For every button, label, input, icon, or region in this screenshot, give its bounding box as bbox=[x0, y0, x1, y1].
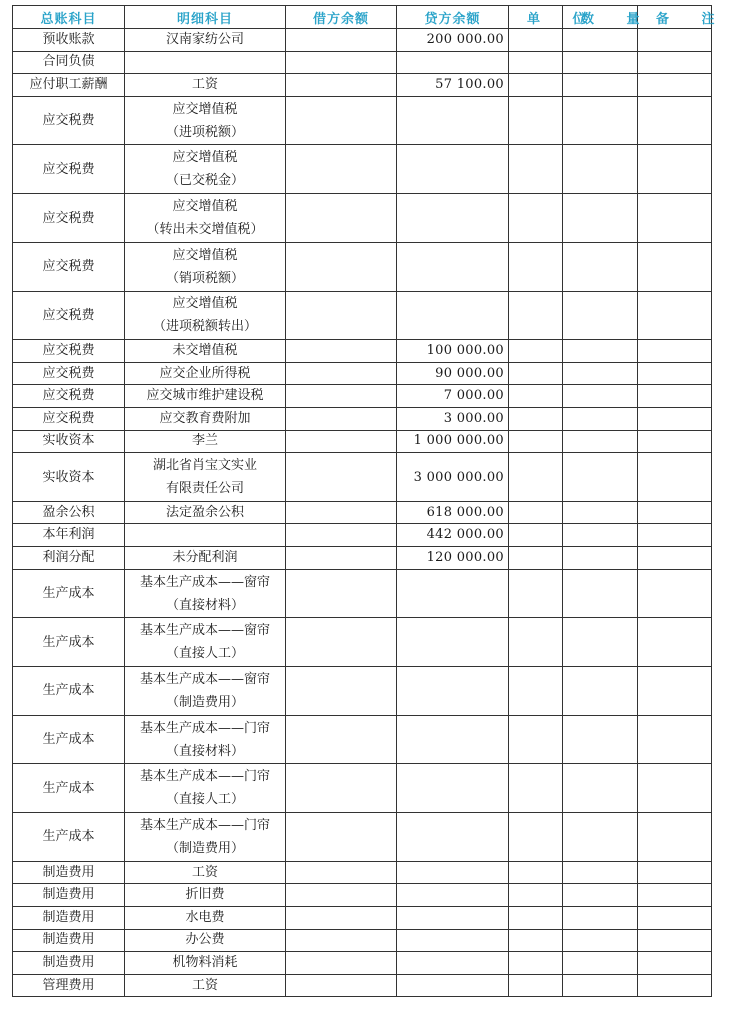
detail-line: 水电费 bbox=[185, 909, 225, 925]
credit-cell bbox=[397, 906, 509, 929]
credit-cell: 618 000.00 bbox=[397, 501, 509, 524]
account-cell: 实收资本 bbox=[13, 453, 125, 502]
unit-cell bbox=[509, 74, 563, 97]
remark-cell bbox=[638, 29, 712, 52]
account-cell: 生产成本 bbox=[13, 569, 125, 618]
detail-line: 办公费 bbox=[185, 932, 225, 948]
detail-line: 基本生产成本——窗帘 bbox=[139, 623, 270, 639]
debit-cell bbox=[286, 408, 397, 431]
table-row bbox=[13, 813, 712, 862]
unit-cell bbox=[509, 194, 563, 243]
debit-cell bbox=[286, 29, 397, 52]
detail-cell bbox=[125, 145, 286, 194]
detail-line: 李兰 bbox=[191, 433, 218, 449]
credit-cell bbox=[397, 667, 509, 716]
table-row bbox=[13, 145, 712, 194]
table-row bbox=[13, 385, 712, 408]
remark-cell bbox=[638, 430, 712, 453]
credit-cell: 100 000.00 bbox=[397, 340, 509, 363]
debit-cell bbox=[286, 145, 397, 194]
remark-cell bbox=[638, 194, 712, 243]
quantity-cell bbox=[563, 715, 638, 764]
account-cell: 应交税费 bbox=[13, 408, 125, 431]
unit-cell bbox=[509, 884, 563, 907]
detail-cell bbox=[125, 547, 286, 570]
remark-cell bbox=[638, 291, 712, 340]
remark-cell bbox=[638, 340, 712, 363]
unit-cell bbox=[509, 362, 563, 385]
detail-cell bbox=[125, 569, 286, 618]
quantity-cell bbox=[563, 524, 638, 547]
remark-cell bbox=[638, 74, 712, 97]
debit-cell bbox=[286, 884, 397, 907]
detail-cell bbox=[125, 74, 286, 97]
quantity-cell bbox=[563, 194, 638, 243]
remark-cell bbox=[638, 906, 712, 929]
detail-cell bbox=[125, 618, 286, 667]
account-cell: 生产成本 bbox=[13, 667, 125, 716]
unit-cell bbox=[509, 813, 563, 862]
quantity-cell bbox=[563, 929, 638, 952]
table-row bbox=[13, 408, 712, 431]
remark-cell bbox=[638, 96, 712, 145]
remark-cell bbox=[638, 974, 712, 997]
credit-cell: 7 000.00 bbox=[397, 385, 509, 408]
detail-line: 法定盈余公积 bbox=[165, 504, 244, 520]
quantity-cell bbox=[563, 813, 638, 862]
detail-line: 未分配利润 bbox=[172, 549, 238, 565]
detail-cell bbox=[125, 51, 286, 74]
unit-cell bbox=[509, 906, 563, 929]
quantity-cell bbox=[563, 618, 638, 667]
detail-line: 基本生产成本——窗帘 bbox=[139, 671, 270, 687]
debit-cell bbox=[286, 667, 397, 716]
account-cell: 本年利润 bbox=[13, 524, 125, 547]
account-cell: 生产成本 bbox=[13, 618, 125, 667]
quantity-cell bbox=[563, 501, 638, 524]
remark-cell bbox=[638, 408, 712, 431]
credit-cell bbox=[397, 861, 509, 884]
detail-cell bbox=[125, 453, 286, 502]
credit-cell bbox=[397, 974, 509, 997]
detail-line: 工资 bbox=[191, 864, 218, 880]
detail-line: 有限责任公司 bbox=[165, 481, 244, 497]
account-cell: 盈余公积 bbox=[13, 501, 125, 524]
detail-cell bbox=[125, 340, 286, 363]
unit-cell bbox=[509, 29, 563, 52]
detail-cell bbox=[125, 362, 286, 385]
quantity-cell bbox=[563, 96, 638, 145]
detail-line: 机物料消耗 bbox=[172, 954, 238, 970]
detail-line: 应交教育费附加 bbox=[159, 410, 251, 426]
credit-cell bbox=[397, 194, 509, 243]
detail-cell bbox=[125, 884, 286, 907]
table-row bbox=[13, 524, 712, 547]
unit-cell bbox=[509, 569, 563, 618]
debit-cell bbox=[286, 547, 397, 570]
table-row bbox=[13, 884, 712, 907]
quantity-cell bbox=[563, 242, 638, 291]
credit-cell bbox=[397, 291, 509, 340]
detail-cell bbox=[125, 501, 286, 524]
debit-cell bbox=[286, 569, 397, 618]
header-debit: 借方余额 bbox=[286, 6, 397, 29]
detail-cell bbox=[125, 861, 286, 884]
quantity-cell bbox=[563, 291, 638, 340]
detail-line: 折旧费 bbox=[185, 887, 225, 903]
detail-line: （直接人工） bbox=[165, 792, 244, 808]
detail-line: （进项税额转出） bbox=[152, 319, 257, 335]
unit-cell bbox=[509, 51, 563, 74]
credit-cell bbox=[397, 929, 509, 952]
unit-cell bbox=[509, 618, 563, 667]
quantity-cell bbox=[563, 430, 638, 453]
credit-cell bbox=[397, 96, 509, 145]
remark-cell bbox=[638, 501, 712, 524]
remark-cell bbox=[638, 524, 712, 547]
unit-cell bbox=[509, 501, 563, 524]
detail-cell bbox=[125, 408, 286, 431]
debit-cell bbox=[286, 906, 397, 929]
table-row bbox=[13, 861, 712, 884]
credit-cell bbox=[397, 145, 509, 194]
unit-cell bbox=[509, 145, 563, 194]
table-row bbox=[13, 362, 712, 385]
quantity-cell bbox=[563, 547, 638, 570]
debit-cell bbox=[286, 715, 397, 764]
credit-cell bbox=[397, 952, 509, 975]
unit-cell bbox=[509, 764, 563, 813]
table-header bbox=[13, 6, 729, 29]
account-cell: 生产成本 bbox=[13, 813, 125, 862]
quantity-cell bbox=[563, 952, 638, 975]
detail-line: 应交增值税 bbox=[172, 150, 238, 166]
unit-cell bbox=[509, 524, 563, 547]
credit-cell: 57 100.00 bbox=[397, 74, 509, 97]
remark-cell bbox=[638, 569, 712, 618]
table-row bbox=[13, 501, 712, 524]
table-row bbox=[13, 96, 712, 145]
unit-cell bbox=[509, 430, 563, 453]
quantity-cell bbox=[563, 340, 638, 363]
detail-line: 湖北省肖宝文实业 bbox=[152, 458, 257, 474]
credit-cell bbox=[397, 242, 509, 291]
credit-cell bbox=[397, 569, 509, 618]
remark-cell bbox=[638, 362, 712, 385]
unit-cell bbox=[509, 340, 563, 363]
detail-cell bbox=[125, 430, 286, 453]
quantity-cell bbox=[563, 362, 638, 385]
detail-line: 基本生产成本——窗帘 bbox=[139, 574, 270, 590]
table-row bbox=[13, 929, 712, 952]
debit-cell bbox=[286, 96, 397, 145]
quantity-cell bbox=[563, 29, 638, 52]
detail-line: 应交企业所得税 bbox=[159, 365, 251, 381]
detail-line: （制造费用） bbox=[165, 694, 244, 710]
table-row bbox=[13, 340, 712, 363]
table-row bbox=[13, 291, 712, 340]
unit-cell bbox=[509, 408, 563, 431]
detail-line: （进项税额） bbox=[165, 124, 244, 140]
table-row bbox=[13, 74, 712, 97]
account-cell: 制造费用 bbox=[13, 861, 125, 884]
unit-cell bbox=[509, 291, 563, 340]
account-cell: 制造费用 bbox=[13, 884, 125, 907]
table-row bbox=[13, 547, 712, 570]
debit-cell bbox=[286, 385, 397, 408]
table-row bbox=[13, 29, 712, 52]
quantity-cell bbox=[563, 764, 638, 813]
unit-cell bbox=[509, 974, 563, 997]
table-row bbox=[13, 430, 712, 453]
credit-cell: 120 000.00 bbox=[397, 547, 509, 570]
account-cell: 应交税费 bbox=[13, 385, 125, 408]
credit-cell: 90 000.00 bbox=[397, 362, 509, 385]
account-cell: 应交税费 bbox=[13, 145, 125, 194]
credit-cell: 200 000.00 bbox=[397, 29, 509, 52]
account-cell: 制造费用 bbox=[13, 906, 125, 929]
quantity-cell bbox=[563, 861, 638, 884]
quantity-cell bbox=[563, 906, 638, 929]
account-cell: 利润分配 bbox=[13, 547, 125, 570]
quantity-cell bbox=[563, 385, 638, 408]
unit-cell bbox=[509, 861, 563, 884]
table-row bbox=[13, 194, 712, 243]
credit-cell bbox=[397, 813, 509, 862]
account-cell: 生产成本 bbox=[13, 715, 125, 764]
quantity-cell bbox=[563, 884, 638, 907]
remark-cell bbox=[638, 929, 712, 952]
detail-line: 应交增值税 bbox=[172, 101, 238, 117]
account-cell: 制造费用 bbox=[13, 929, 125, 952]
detail-line: （直接材料） bbox=[165, 597, 244, 613]
debit-cell bbox=[286, 501, 397, 524]
table-row bbox=[13, 242, 712, 291]
table-row bbox=[13, 952, 712, 975]
remark-cell bbox=[638, 385, 712, 408]
table-row bbox=[13, 906, 712, 929]
detail-cell bbox=[125, 929, 286, 952]
account-cell: 应交税费 bbox=[13, 242, 125, 291]
credit-cell bbox=[397, 51, 509, 74]
remark-cell bbox=[638, 884, 712, 907]
detail-cell bbox=[125, 385, 286, 408]
detail-cell bbox=[125, 813, 286, 862]
table-row bbox=[13, 51, 712, 74]
remark-cell bbox=[638, 861, 712, 884]
debit-cell bbox=[286, 194, 397, 243]
detail-line: （制造费用） bbox=[165, 840, 244, 856]
account-cell: 应交税费 bbox=[13, 291, 125, 340]
detail-cell bbox=[125, 952, 286, 975]
ledger-balance-table bbox=[12, 5, 729, 997]
header-remark: 备 注 bbox=[638, 6, 712, 29]
detail-cell bbox=[125, 667, 286, 716]
debit-cell bbox=[286, 453, 397, 502]
debit-cell bbox=[286, 340, 397, 363]
credit-cell: 442 000.00 bbox=[397, 524, 509, 547]
unit-cell bbox=[509, 96, 563, 145]
detail-line: 工资 bbox=[191, 76, 218, 92]
remark-cell bbox=[638, 242, 712, 291]
debit-cell bbox=[286, 362, 397, 385]
account-cell: 应交税费 bbox=[13, 194, 125, 243]
credit-cell: 3 000 000.00 bbox=[397, 453, 509, 502]
debit-cell bbox=[286, 74, 397, 97]
unit-cell bbox=[509, 667, 563, 716]
detail-line: （直接材料） bbox=[165, 743, 244, 759]
account-cell: 应交税费 bbox=[13, 362, 125, 385]
detail-cell bbox=[125, 524, 286, 547]
credit-cell bbox=[397, 884, 509, 907]
table-row bbox=[13, 453, 712, 502]
detail-line: 未交增值税 bbox=[172, 343, 238, 359]
detail-line: （已交税金） bbox=[165, 173, 244, 189]
detail-line: 应交城市维护建设税 bbox=[146, 388, 264, 404]
header-quantity: 数 量 bbox=[563, 6, 638, 29]
unit-cell bbox=[509, 929, 563, 952]
debit-cell bbox=[286, 524, 397, 547]
debit-cell bbox=[286, 242, 397, 291]
debit-cell bbox=[286, 929, 397, 952]
quantity-cell bbox=[563, 51, 638, 74]
table-row bbox=[13, 715, 712, 764]
unit-cell bbox=[509, 547, 563, 570]
unit-cell bbox=[509, 242, 563, 291]
remark-cell bbox=[638, 667, 712, 716]
remark-cell bbox=[638, 547, 712, 570]
detail-line: 应交增值税 bbox=[172, 247, 238, 263]
remark-cell bbox=[638, 715, 712, 764]
table-row bbox=[13, 569, 712, 618]
detail-cell bbox=[125, 764, 286, 813]
quantity-cell bbox=[563, 453, 638, 502]
remark-cell bbox=[638, 764, 712, 813]
credit-cell bbox=[397, 618, 509, 667]
remark-cell bbox=[638, 51, 712, 74]
detail-line: 工资 bbox=[191, 977, 218, 993]
account-cell: 应交税费 bbox=[13, 340, 125, 363]
header-credit: 贷方余额 bbox=[397, 6, 509, 29]
detail-line: （直接人工） bbox=[165, 646, 244, 662]
account-cell: 合同负债 bbox=[13, 51, 125, 74]
detail-line: （转出未交增值税） bbox=[146, 222, 264, 237]
detail-line: 基本生产成本——门帘 bbox=[139, 769, 270, 785]
detail-cell bbox=[125, 291, 286, 340]
account-cell: 应交税费 bbox=[13, 96, 125, 145]
detail-cell bbox=[125, 194, 286, 243]
debit-cell bbox=[286, 764, 397, 813]
table-row bbox=[13, 974, 712, 997]
debit-cell bbox=[286, 618, 397, 667]
account-cell: 生产成本 bbox=[13, 764, 125, 813]
quantity-cell bbox=[563, 408, 638, 431]
detail-line: 汉南家纺公司 bbox=[165, 31, 244, 47]
account-cell: 制造费用 bbox=[13, 952, 125, 975]
unit-cell bbox=[509, 715, 563, 764]
detail-cell bbox=[125, 242, 286, 291]
header-account: 总账科目 bbox=[13, 6, 125, 29]
quantity-cell bbox=[563, 667, 638, 716]
detail-cell bbox=[125, 906, 286, 929]
account-cell: 预收账款 bbox=[13, 29, 125, 52]
remark-cell bbox=[638, 813, 712, 862]
table-row bbox=[13, 667, 712, 716]
credit-cell: 3 000.00 bbox=[397, 408, 509, 431]
unit-cell bbox=[509, 952, 563, 975]
unit-cell bbox=[509, 453, 563, 502]
account-cell: 应付职工薪酬 bbox=[13, 74, 125, 97]
detail-cell bbox=[125, 29, 286, 52]
detail-cell bbox=[125, 974, 286, 997]
remark-cell bbox=[638, 952, 712, 975]
debit-cell bbox=[286, 974, 397, 997]
detail-line: 应交增值税 bbox=[172, 199, 238, 214]
remark-cell bbox=[638, 453, 712, 502]
debit-cell bbox=[286, 51, 397, 74]
header-unit: 单 位 bbox=[509, 6, 563, 29]
table-body bbox=[13, 29, 712, 997]
detail-line: （销项税额） bbox=[165, 270, 244, 286]
debit-cell bbox=[286, 291, 397, 340]
account-cell: 管理费用 bbox=[13, 974, 125, 997]
detail-line: 应交增值税 bbox=[172, 296, 238, 312]
remark-cell bbox=[638, 618, 712, 667]
detail-line: 基本生产成本——门帘 bbox=[139, 817, 270, 833]
credit-cell bbox=[397, 715, 509, 764]
table-row bbox=[13, 618, 712, 667]
credit-cell: 1 000 000.00 bbox=[397, 430, 509, 453]
detail-cell bbox=[125, 715, 286, 764]
table-row bbox=[13, 764, 712, 813]
debit-cell bbox=[286, 861, 397, 884]
detail-cell bbox=[125, 96, 286, 145]
unit-cell bbox=[509, 385, 563, 408]
quantity-cell bbox=[563, 145, 638, 194]
debit-cell bbox=[286, 813, 397, 862]
quantity-cell bbox=[563, 974, 638, 997]
quantity-cell bbox=[563, 569, 638, 618]
quantity-cell bbox=[563, 74, 638, 97]
account-cell: 实收资本 bbox=[13, 430, 125, 453]
remark-cell bbox=[638, 145, 712, 194]
header-detail: 明细科目 bbox=[125, 6, 286, 29]
debit-cell bbox=[286, 952, 397, 975]
detail-line: 基本生产成本——门帘 bbox=[139, 720, 270, 736]
credit-cell bbox=[397, 764, 509, 813]
debit-cell bbox=[286, 430, 397, 453]
